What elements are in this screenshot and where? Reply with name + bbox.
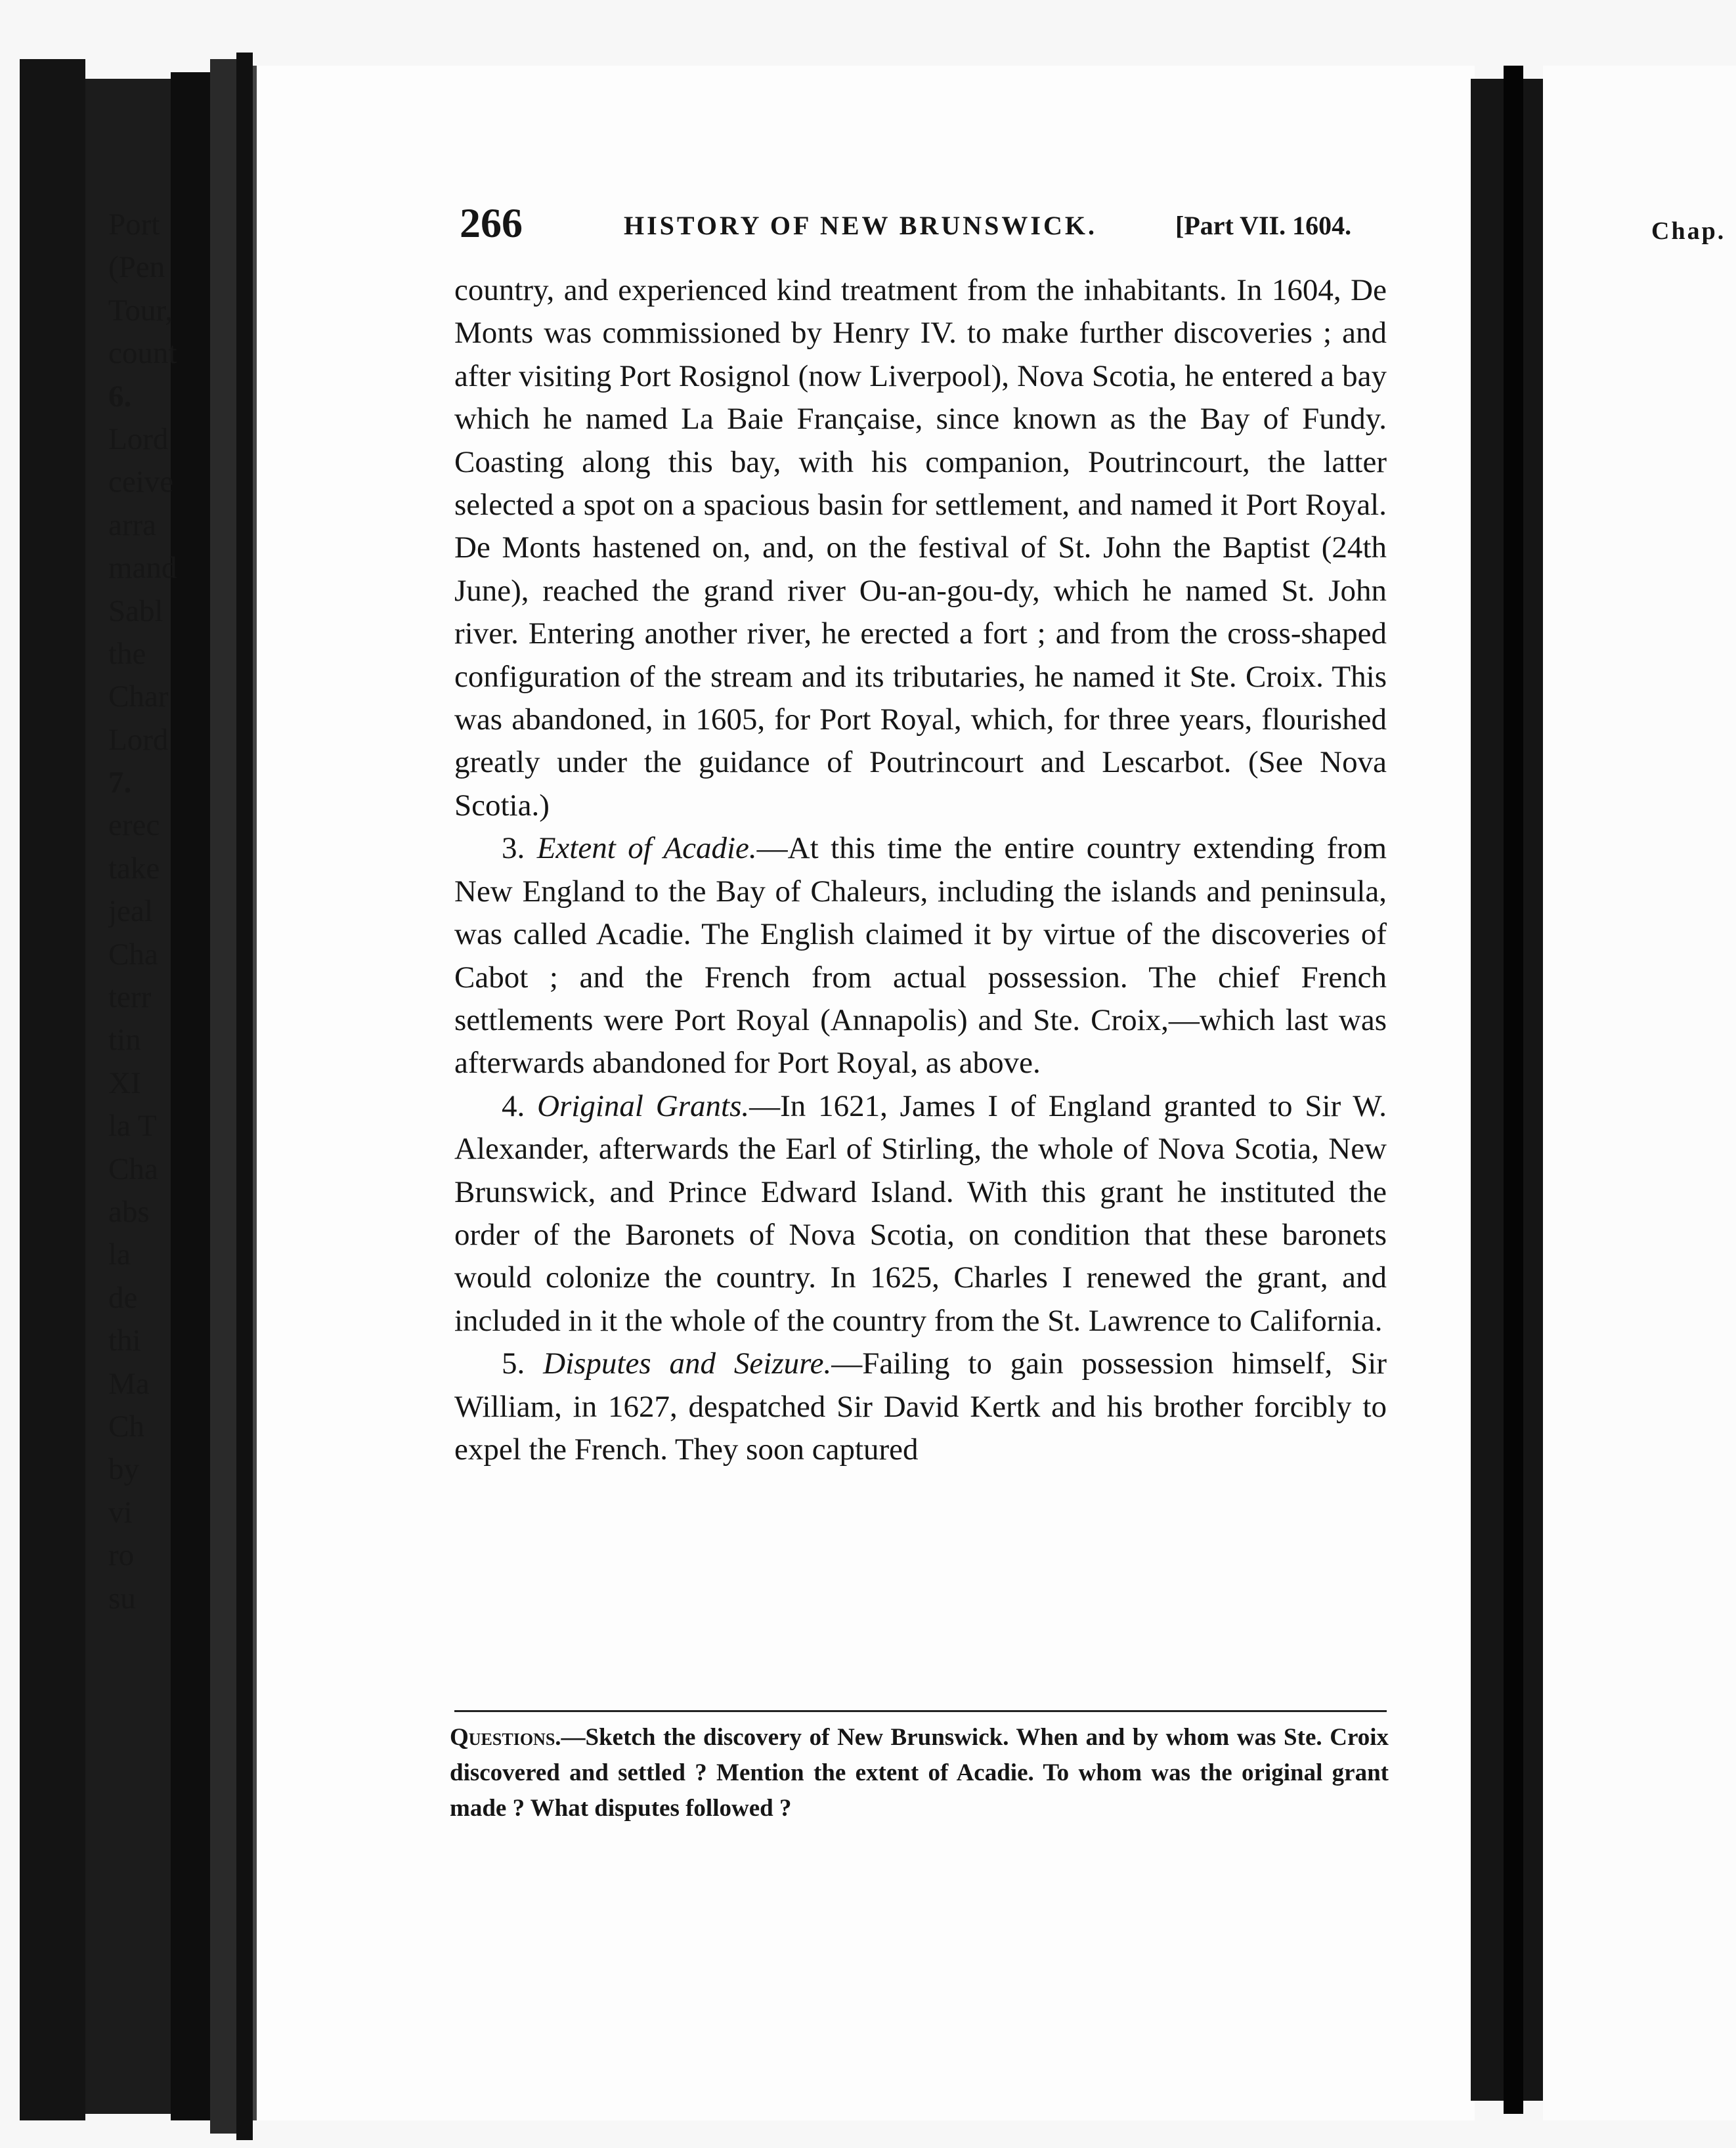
right-page-line: vi <box>108 1495 133 1530</box>
right-page-line: Char <box>108 679 169 714</box>
paragraph-3 <box>454 827 1387 1085</box>
paragraph-heading: Extent of Acadie. <box>536 831 757 866</box>
right-page-line: su <box>108 1581 136 1616</box>
body-text <box>454 269 1387 1471</box>
right-page-line: la <box>108 1237 131 1272</box>
right-page-line: the <box>108 636 146 671</box>
right-page-line: Tour, <box>108 293 173 328</box>
paragraph-text: —At this time the entire country extending from New England to the Bay of Chaleurs, including the islands and peninsula, was called Acadie. The English claimed it by virtue of the discoveries of Cabot ; and the French from actual possession. The chief French settlements were Port Royal (Annapolis) and Ste. Croix,—which last was afterwards abandoned for Port Royal, as above. <box>454 831 1387 1081</box>
paragraph-heading: Original Grants. <box>537 1088 750 1123</box>
right-page-line: Sabl <box>108 593 163 628</box>
paragraph-text: —Failing to gain possession himself, Sir William, in 1627, despatched Sir David Kertk and his brother forcibly to expel the French. They soon captured <box>454 1346 1387 1467</box>
book-gutter-shadow <box>1504 66 1523 2114</box>
right-page-line: Lord <box>108 421 169 456</box>
right-page-line: XI <box>108 1065 141 1100</box>
right-page <box>1543 66 1736 2120</box>
running-title: HISTORY OF NEW BRUNSWICK. <box>624 211 1097 240</box>
paragraph-number: 5. <box>502 1346 525 1381</box>
right-page-line: abs <box>108 1194 150 1229</box>
right-page-line: count <box>108 336 177 371</box>
right-page-line: Ch <box>108 1409 144 1444</box>
questions-label: Questions. <box>450 1724 561 1751</box>
right-page-line: de <box>108 1280 138 1315</box>
right-page-line: la T <box>108 1109 157 1144</box>
right-page-line: tin <box>108 1023 141 1058</box>
running-header <box>460 197 1392 249</box>
right-page-line: thi <box>108 1323 141 1358</box>
right-page-line: (Pen <box>108 250 165 285</box>
right-page-line: by <box>108 1452 139 1487</box>
right-page-line: ceive <box>108 465 174 500</box>
book-spine-band <box>210 59 236 2134</box>
paragraph-number: 3. <box>502 831 525 866</box>
questions-text: —Sketch the discovery of New Brunswick. When and by whom was Ste. Croix discovered and settled ? Mention the extent of Acadie. To whom was the original grant made ? What disputes followed ? <box>450 1724 1389 1822</box>
paragraph-heading: Disputes and Seizure. <box>543 1346 832 1381</box>
questions-footnote <box>450 1720 1389 1826</box>
right-page-line: take <box>108 851 160 886</box>
right-page-line: Ma <box>108 1366 150 1401</box>
book-spine-shadow <box>236 53 253 2140</box>
right-page-line: Lord <box>108 722 169 757</box>
right-page-line: arra <box>108 507 157 542</box>
page-number: 266 <box>460 200 523 246</box>
right-page-line: 7. <box>108 765 132 800</box>
paragraph-continued: country, and experienced kind treatment from the inhabitants. In 1604, De Monts was commissioned by Henry IV. to make further discoveries ; and after visiting Port Rosignol (now Liverpool), Nova Scotia, he entered a bay which he named La Baie Française, since known as the Bay of Fundy. Coasting along this bay, with his companion, Poutrincourt, the latter selected a spot on a spacious basin for settlement, and named it Port Royal. De Monts hastened on, and, on the festival of St. John the Baptist (24th June), reached the grand river Ou-an-gou-dy, which he named St. John river. Entering another river, he erected a fort ; and from the cross-shaped configuration of the stream and its tributaries, he named it Ste. Croix. This was abandoned, in 1605, for Port Royal, which, for three years, flourished greatly under the guidance of Poutrincourt and Lescarbot. (See Nova Scotia.) <box>454 273 1387 823</box>
book-spine <box>20 59 85 2120</box>
right-page-line: ro <box>108 1538 135 1573</box>
paragraph-text: —In 1621, James I of England granted to Sir W. Alexander, afterwards the Earl of Stirling, the whole of Nova Scotia, New Brunswick, and Prince Edward Island. With this grant he instituted the order of the Baronets of Nova Scotia, on condition that these baronets would colonize the country. In 1625, Charles I renewed the grant, and included in it the whole of the country from the St. Lawrence to California. <box>454 1088 1387 1338</box>
right-running-header: Chap. <box>1651 217 1726 245</box>
right-page-line: terr <box>108 980 152 1015</box>
right-page-line: Cha <box>108 937 158 972</box>
paragraph-4 <box>454 1085 1387 1342</box>
right-page-line: jeal <box>108 894 153 929</box>
right-page-text-fragments <box>108 204 193 1620</box>
right-page-line: mand <box>108 551 177 586</box>
footnote-rule <box>454 1710 1387 1712</box>
paragraph-number: 4. <box>502 1088 525 1123</box>
paragraph-5 <box>454 1342 1387 1471</box>
right-page-line: 6. <box>108 379 132 414</box>
right-page-line: erec <box>108 808 160 843</box>
part-label: [Part VII. 1604. <box>1175 211 1352 240</box>
right-page-line: Cha <box>108 1151 158 1186</box>
right-page-line: Port <box>108 207 160 242</box>
